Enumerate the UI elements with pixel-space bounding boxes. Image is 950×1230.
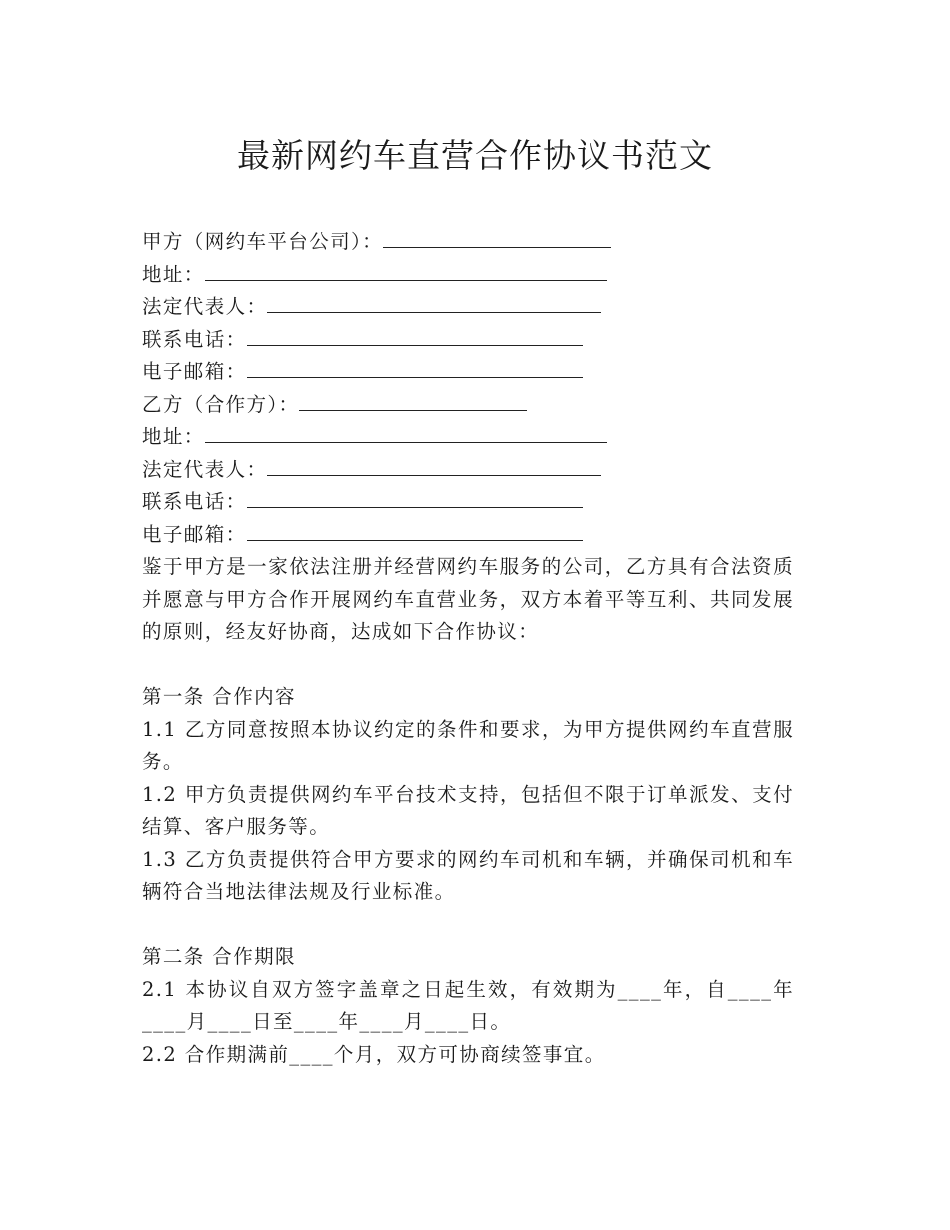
party-b-phone-blank <box>247 507 583 508</box>
party-b-email-label: 电子邮箱： <box>142 522 247 546</box>
clause-1-3: 1.3 乙方负责提供符合甲方要求的网约车司机和车辆，并确保司机和车辆符合当地法律法规及行业标准。 <box>142 847 794 903</box>
party-b-name-label: 乙方（合作方）： <box>142 392 300 416</box>
party-a-rep-field <box>142 291 794 324</box>
spacer <box>142 909 794 942</box>
party-a-email-field <box>142 356 794 389</box>
document-body <box>142 226 794 1071</box>
party-b-phone-field <box>142 486 794 519</box>
clause-1-1: 1.1 乙方同意按照本协议约定的条件和要求，为甲方提供网约车直营服务。 <box>142 717 794 773</box>
party-a-name-field <box>142 226 794 259</box>
document-title: 最新网约车直营合作协议书范文 <box>237 136 713 175</box>
party-b-address-label: 地址： <box>142 425 205 448</box>
party-a-email-label: 电子邮箱： <box>142 360 247 383</box>
party-a-phone-field <box>142 324 794 357</box>
party-b-rep-field <box>142 454 794 487</box>
party-b-rep-blank <box>267 475 601 476</box>
party-a-phone-blank <box>247 345 583 346</box>
party-b-name-field <box>142 389 794 422</box>
party-b-phone-label: 联系电话： <box>142 490 247 513</box>
party-b-name-blank <box>299 410 527 411</box>
article-1-heading: 第一条 合作内容 <box>142 685 296 708</box>
clause-1-2: 1.2 甲方负责提供网约车平台技术支持，包括但不限于订单派发、支付结算、客户服务等。 <box>142 782 794 838</box>
spacer <box>142 649 794 682</box>
article-2-heading: 第二条 合作期限 <box>142 945 296 968</box>
party-b-email-blank <box>247 540 583 541</box>
party-a-rep-blank <box>267 312 601 313</box>
party-b-rep-label: 法定代表人： <box>142 457 268 481</box>
party-b-address-blank <box>205 442 607 443</box>
party-b-address-field <box>142 421 794 454</box>
party-a-address-blank <box>205 280 607 281</box>
party-a-phone-label: 联系电话： <box>142 327 247 351</box>
party-a-rep-label: 法定代表人： <box>142 295 268 318</box>
party-b-email-field <box>142 519 794 552</box>
party-a-email-blank <box>247 377 583 378</box>
clause-2-1: 2.1 本协议自双方签字盖章之日起生效，有效期为____年，自____年____月____日至____年____月____日。 <box>142 977 794 1033</box>
party-a-name-label: 甲方（网约车平台公司）： <box>142 230 384 253</box>
preamble-paragraph: 鉴于甲方是一家依法注册并经营网约车服务的公司，乙方具有合法资质并愿意与甲方合作开展网约车直营业务，双方本着平等互利、共同发展的原则，经友好协商，达成如下合作协议： <box>142 555 794 643</box>
party-a-name-blank <box>383 247 611 248</box>
party-a-address-label: 地址： <box>142 262 205 286</box>
clause-2-2: 2.2 合作期满前____个月，双方可协商续签事宜。 <box>142 1042 606 1066</box>
party-a-address-field <box>142 259 794 292</box>
